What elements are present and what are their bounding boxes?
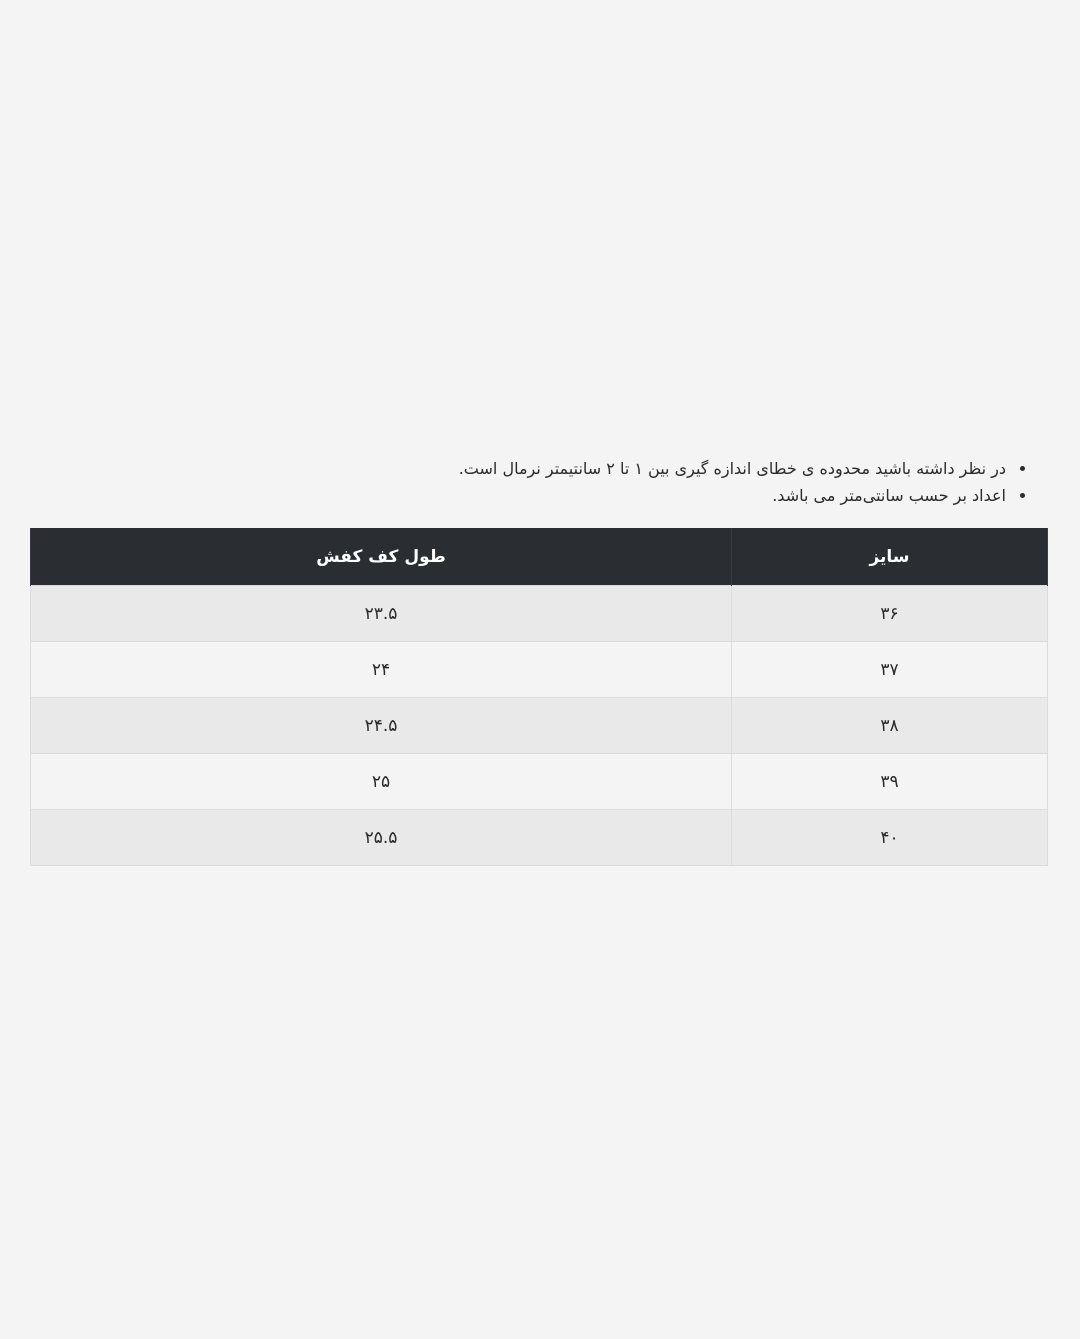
cell-size: ۳۹ [732, 754, 1048, 810]
cell-size: ۴۰ [732, 810, 1048, 866]
note-item: • در نظر داشته باشید محدوده ی خطای اندازه گیری بین ۱ تا ۲ سانتیمتر نرمال است. [459, 455, 1008, 482]
cell-foot-length: ۲۳.۵ [31, 586, 732, 642]
header-foot-length: طول کف کفش [31, 528, 732, 586]
size-chart-table [30, 528, 1048, 866]
table-row [31, 698, 1048, 754]
measurement-notes [459, 455, 1028, 509]
cell-size: ۳۷ [732, 642, 1048, 698]
cell-size: ۳۸ [732, 698, 1048, 754]
header-size: سایز [732, 528, 1048, 586]
table-row [31, 754, 1048, 810]
note-item: • اعداد بر حسب سانتی‌متر می باشد. [459, 482, 1008, 509]
table-row [31, 810, 1048, 866]
cell-foot-length: ۲۴ [31, 642, 732, 698]
cell-foot-length: ۲۵.۵ [31, 810, 732, 866]
cell-size: ۳۶ [732, 586, 1048, 642]
cell-foot-length: ۲۵ [31, 754, 732, 810]
table-row [31, 586, 1048, 642]
table-row [31, 642, 1048, 698]
table-header-row [31, 528, 1048, 586]
cell-foot-length: ۲۴.۵ [31, 698, 732, 754]
